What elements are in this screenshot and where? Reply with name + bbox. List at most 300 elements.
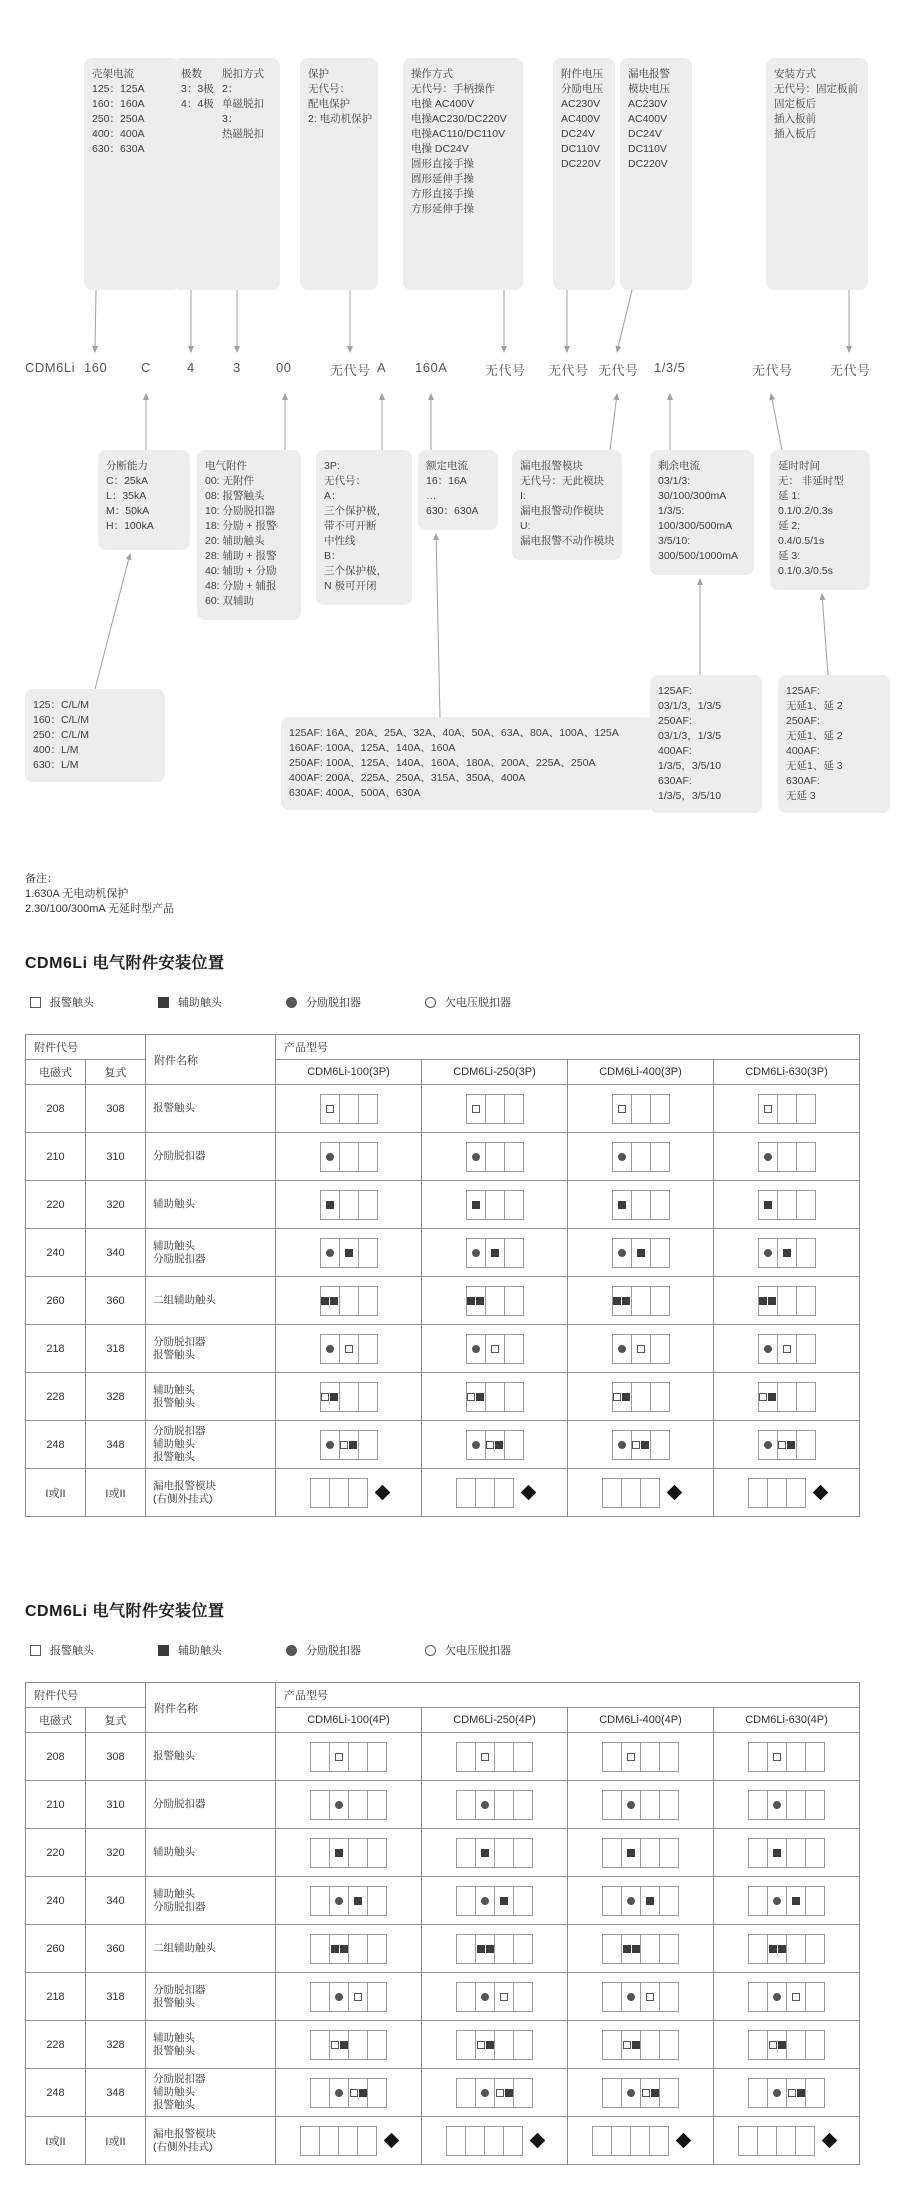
pole-cell	[456, 1838, 476, 1868]
cell-install-position	[714, 1781, 860, 1829]
alarm-contact-icon	[331, 2041, 339, 2049]
box-line: 无代号：	[308, 83, 350, 95]
name-line: (右侧外挂式)	[153, 1492, 213, 1505]
pole-cell	[612, 1142, 632, 1172]
cell-code-electromagnetic: 240	[26, 1229, 86, 1277]
box-line: 3：	[222, 113, 239, 125]
alarm-contact-icon	[30, 997, 41, 1008]
box-line: 3：3极	[181, 83, 214, 95]
auxiliary-contact-icon	[778, 2041, 786, 2049]
accessory-voltage-box	[553, 58, 615, 290]
auxiliary-contact-icon	[632, 2041, 640, 2049]
box-line: 20: 辅助触头	[205, 535, 265, 547]
code-segment-neutral-config: A	[377, 360, 387, 375]
pole-cell	[631, 1286, 651, 1316]
cell-accessory-name	[146, 1925, 276, 1973]
shunt-release-icon	[618, 1441, 626, 1449]
cell-code-composite: 320	[86, 1829, 146, 1877]
auxiliary-contact-icon	[778, 1945, 786, 1953]
pole-cell	[358, 1190, 378, 1220]
pole-grid	[602, 2078, 679, 2108]
pole-grid	[748, 1742, 825, 1772]
pole-cell	[767, 1790, 787, 1820]
pole-grid	[466, 1430, 524, 1460]
pole-grid	[456, 1886, 533, 1916]
code-segment-accessory-voltage: 无代号	[548, 363, 589, 378]
col-header-accessory-code: 附件代号	[26, 1683, 146, 1708]
cell-install-position	[276, 1829, 422, 1877]
pole-cell	[494, 1790, 514, 1820]
alarm-contact-icon	[335, 1753, 343, 1761]
pole-cell	[805, 1982, 825, 2012]
pole-cell	[786, 1478, 806, 1508]
box-line: 漏电报警不动作模块	[520, 535, 615, 547]
box-line: 00: 无附件	[205, 475, 255, 487]
legend-4p	[30, 1642, 511, 1658]
box-line: 极数	[181, 68, 202, 80]
pole-cell	[786, 1934, 806, 1964]
box-line: 插入板前	[774, 113, 816, 125]
auxiliary-contact-icon	[622, 1393, 630, 1401]
cell-code-electromagnetic: 208	[26, 1085, 86, 1133]
cell-install-position	[276, 1469, 422, 1517]
cell-install-position	[568, 1877, 714, 1925]
cell-code-composite: 340	[86, 1877, 146, 1925]
cell-install-position	[422, 1469, 568, 1517]
pole-cell	[310, 2078, 330, 2108]
cell-install-position	[568, 1325, 714, 1373]
box-line: H：100kA	[106, 520, 154, 532]
box-line: I:	[520, 490, 526, 502]
table-row	[26, 1877, 860, 1925]
box-line: 630AF:	[658, 775, 692, 787]
pole-cell	[320, 1382, 340, 1412]
pole-cell	[475, 1742, 495, 1772]
name-line: 辅助触头	[153, 1887, 195, 1900]
pole-cell	[612, 1334, 632, 1364]
cell-install-position	[568, 1925, 714, 1973]
pole-grid	[748, 1982, 825, 2012]
pole-cell	[329, 2030, 349, 2060]
pole-grid	[602, 1790, 679, 1820]
pole-grid	[602, 1478, 660, 1508]
box-line: 400：400A	[92, 128, 145, 140]
shunt-release-icon	[326, 1345, 334, 1353]
cell-install-position	[568, 1277, 714, 1325]
box-line: DC24V	[628, 128, 662, 140]
auxiliary-contact-icon	[623, 1945, 631, 1953]
cell-install-position	[568, 1133, 714, 1181]
residual-current-box	[650, 450, 754, 575]
pole-cell	[475, 1886, 495, 1916]
box-line: 125：125A	[92, 83, 145, 95]
auxiliary-contact-icon	[340, 2041, 348, 2049]
pole-grid	[758, 1142, 816, 1172]
pole-cell	[631, 1190, 651, 1220]
pole-cell	[631, 1430, 651, 1460]
pole-cell	[786, 2078, 806, 2108]
cell-code-electromagnetic: 240	[26, 1877, 86, 1925]
pole-grid	[456, 1934, 533, 1964]
table-row	[26, 1829, 860, 1877]
pole-cell	[485, 1334, 505, 1364]
pole-cell	[475, 1478, 495, 1508]
pole-cell	[485, 1430, 505, 1460]
box-line: 0.1/0.2/0.3s	[778, 505, 833, 517]
box-line: 圆形延伸手操	[411, 173, 474, 185]
cell-install-position	[422, 2021, 568, 2069]
box-line: 单磁脱扣	[222, 98, 264, 110]
cell-install-position	[568, 2117, 714, 2165]
pole-cell	[805, 2078, 825, 2108]
frame-breaking-map-box	[25, 689, 165, 782]
cell-accessory-name	[146, 1829, 276, 1877]
pole-grid	[602, 1886, 679, 1916]
pole-cell	[621, 2078, 641, 2108]
pole-cell	[513, 1886, 533, 1916]
col-header-code-type: 电磁式	[26, 1060, 86, 1085]
cell-install-position	[568, 2069, 714, 2117]
pole-cell	[513, 1790, 533, 1820]
box-line: 4：4极	[181, 98, 214, 110]
cell-install-position	[276, 1781, 422, 1829]
shunt-release-icon	[764, 1153, 772, 1161]
box-line: 脱扣方式	[222, 68, 264, 80]
name-line: 辅助触头	[153, 1438, 195, 1450]
alarm-contact-icon	[350, 2089, 358, 2097]
box-line: 2: 电动机保护	[308, 113, 373, 125]
pole-grid	[310, 1742, 387, 1772]
name-line: 漏电报警模块	[153, 2127, 216, 2140]
alarm-contact-icon	[788, 2089, 796, 2097]
pole-cell	[621, 1790, 641, 1820]
table-body	[26, 1085, 860, 1517]
alarm-contact-icon	[778, 1441, 786, 1449]
pole-cell	[358, 1382, 378, 1412]
pole-grid	[456, 1790, 533, 1820]
pole-cell	[339, 1094, 359, 1124]
auxiliary-contact-icon	[330, 1297, 338, 1305]
pole-grid	[612, 1238, 670, 1268]
pole-cell	[767, 1838, 787, 1868]
shunt-release-icon	[481, 1801, 489, 1809]
pole-grid	[466, 1382, 524, 1412]
alarm-contact-icon	[345, 1345, 353, 1353]
pole-cell	[758, 1430, 778, 1460]
pole-cell	[300, 2126, 320, 2156]
pole-grid	[456, 1838, 533, 1868]
box-line: U:	[520, 520, 531, 532]
pole-cell	[777, 1094, 797, 1124]
pole-cell	[767, 2030, 787, 2060]
pole-cell	[310, 1886, 330, 1916]
name-line: 报警触头	[153, 1750, 195, 1762]
cell-code-electromagnetic: 260	[26, 1277, 86, 1325]
pole-cell	[612, 1190, 632, 1220]
box-line: 250：C/L/M	[33, 729, 90, 741]
auxiliary-contact-icon	[330, 1393, 338, 1401]
box-line: 0.4/0.5/1s	[778, 535, 825, 547]
pole-cell	[329, 1742, 349, 1772]
pole-cell	[485, 1142, 505, 1172]
box-line: 中性线	[324, 535, 356, 547]
box-line: 无代号：手柄操作	[411, 83, 495, 95]
col-header-product: 产品型号	[276, 1683, 860, 1708]
box-line: DC220V	[628, 158, 668, 170]
pole-cell	[494, 2030, 514, 2060]
pole-cell	[796, 1142, 816, 1172]
pole-cell	[612, 1286, 632, 1316]
pole-cell	[748, 1934, 768, 1964]
box-line: 电操 AC400V	[411, 98, 475, 110]
cell-code-composite: I或II	[86, 1469, 146, 1517]
alarm-contact-icon	[496, 2089, 504, 2097]
box-line: 圆形直接手操	[411, 158, 474, 170]
pole-cell	[338, 2126, 358, 2156]
code-segment-leakage-module: 无代号	[598, 363, 639, 378]
external-module-diamond-icon	[666, 1485, 682, 1501]
cell-install-position	[422, 1829, 568, 1877]
pole-cell	[310, 1982, 330, 2012]
protection-box	[300, 58, 378, 290]
pole-grid	[320, 1382, 378, 1412]
pole-cell	[310, 1934, 330, 1964]
connector-line	[617, 290, 632, 352]
pole-grid	[758, 1430, 816, 1460]
pole-cell	[777, 1430, 797, 1460]
pole-cell	[758, 1094, 778, 1124]
box-line: DC110V	[561, 143, 600, 155]
pole-grid	[310, 2030, 387, 2060]
pole-grid	[320, 1334, 378, 1364]
pole-cell	[659, 1982, 679, 2012]
pole-cell	[358, 1334, 378, 1364]
cell-install-position	[276, 1181, 422, 1229]
cell-code-electromagnetic: 220	[26, 1181, 86, 1229]
box-line: 方形延伸手操	[411, 203, 474, 215]
pole-cell	[358, 1094, 378, 1124]
auxiliary-contact-icon	[637, 1249, 645, 1257]
alarm-contact-icon	[792, 1993, 800, 2001]
box-line: 延 2:	[778, 520, 801, 532]
pole-grid	[320, 1142, 378, 1172]
cell-code-electromagnetic: 248	[26, 2069, 86, 2117]
cell-install-position	[422, 2117, 568, 2165]
table-body	[26, 1733, 860, 2165]
box-line: 125AF:	[658, 685, 692, 697]
box-line: 125：C/L/M	[33, 699, 90, 711]
trip-mode-box	[214, 58, 280, 290]
pole-grid	[466, 1286, 524, 1316]
auxiliary-contact-icon	[787, 1441, 795, 1449]
table-row	[26, 1133, 860, 1181]
cell-code-electromagnetic: 228	[26, 1373, 86, 1421]
shunt-release-icon	[481, 2089, 489, 2097]
pole-cell	[339, 1334, 359, 1364]
pole-cell	[621, 1838, 641, 1868]
code-segment-trip-mode: 3	[233, 360, 241, 375]
pole-grid	[320, 1430, 378, 1460]
pole-grid	[310, 1478, 368, 1508]
auxiliary-contact-icon	[486, 2041, 494, 2049]
pole-grid	[748, 1790, 825, 1820]
external-module-diamond-icon	[822, 2133, 838, 2149]
box-line: 漏电报警	[628, 68, 670, 80]
auxiliary-contact-icon	[641, 1441, 649, 1449]
pole-cell	[748, 1478, 768, 1508]
box-line: 保护	[308, 68, 329, 80]
legend-label: 分励脱扣器	[306, 997, 361, 1009]
pole-cell	[602, 1982, 622, 2012]
auxiliary-contact-icon	[792, 1897, 800, 1905]
legend-item	[286, 994, 361, 1010]
pole-cell	[504, 1142, 524, 1172]
cell-accessory-name	[146, 1325, 276, 1373]
table-row	[26, 1733, 860, 1781]
col-header-model: CDM6Li-630(4P)	[714, 1708, 860, 1733]
alarm-contact-icon	[642, 2089, 650, 2097]
cell-install-position	[422, 1781, 568, 1829]
pole-grid	[748, 1838, 825, 1868]
name-line: 分励脱扣器	[153, 1425, 206, 1437]
cell-accessory-name	[146, 1133, 276, 1181]
cell-install-position	[568, 1781, 714, 1829]
pole-cell	[494, 1478, 514, 1508]
legend-label: 辅助触头	[178, 997, 222, 1009]
cell-install-position	[714, 1133, 860, 1181]
pole-grid	[592, 2126, 669, 2156]
pole-grid	[446, 2126, 523, 2156]
cell-install-position	[276, 1085, 422, 1133]
pole-cell	[640, 1886, 660, 1916]
pole-grid	[748, 1478, 806, 1508]
box-line: 250AF:	[786, 715, 820, 727]
pole-cell	[612, 1094, 632, 1124]
pole-grid	[602, 1742, 679, 1772]
shunt-release-icon	[627, 1801, 635, 1809]
shunt-release-icon	[335, 1897, 343, 1905]
pole-cell	[329, 1838, 349, 1868]
cell-accessory-name	[146, 1973, 276, 2021]
pole-grid	[748, 2030, 825, 2060]
pole-cell	[348, 1838, 368, 1868]
pole-grid	[602, 1982, 679, 2012]
pole-grid	[456, 1982, 533, 2012]
auxiliary-contact-icon	[326, 1201, 334, 1209]
auxiliary-contact-icon	[491, 1249, 499, 1257]
cell-accessory-name	[146, 1229, 276, 1277]
pole-cell	[805, 1790, 825, 1820]
name-line: 报警触头	[153, 1396, 195, 1409]
box-line: 3P:	[324, 460, 340, 472]
alarm-contact-icon	[486, 1441, 494, 1449]
pole-cell	[319, 2126, 339, 2156]
name-line: 报警触头	[153, 2044, 195, 2057]
pole-cell	[466, 1382, 486, 1412]
box-line: 电操 DC24V	[411, 143, 469, 155]
col-header-model: CDM6Li-630(3P)	[714, 1060, 860, 1085]
box-line: 160：160A	[92, 98, 145, 110]
cell-install-position	[714, 1421, 860, 1469]
box-line: 剩余电流	[658, 460, 700, 472]
auxiliary-contact-icon	[472, 1201, 480, 1209]
pole-cell	[485, 1190, 505, 1220]
pole-cell	[602, 2078, 622, 2108]
cell-code-composite: 308	[86, 1733, 146, 1781]
code-segment-protection: 无代号	[330, 363, 371, 378]
legend-item	[30, 994, 94, 1010]
box-line: 电操AC110/DC110V	[411, 128, 506, 140]
pole-cell	[357, 2126, 377, 2156]
cell-install-position	[422, 1877, 568, 1925]
pole-cell	[367, 1838, 387, 1868]
pole-grid	[758, 1238, 816, 1268]
box-line: 无延1、延 3	[786, 760, 843, 772]
cell-accessory-name	[146, 1277, 276, 1325]
section-title-3p: CDM6Li 电气附件安装位置	[25, 955, 225, 972]
pole-cell	[475, 2030, 495, 2060]
pole-cell	[650, 1382, 670, 1412]
mounting-box	[766, 58, 868, 290]
pole-grid	[310, 1934, 387, 1964]
col-header-model: CDM6Li-400(3P)	[568, 1060, 714, 1085]
pole-cell	[367, 1982, 387, 2012]
pole-cell	[348, 1742, 368, 1772]
breaking-capacity-box	[98, 450, 190, 550]
table-row	[26, 2117, 860, 2165]
box-line: 配电保护	[308, 98, 350, 110]
code-segment-series: CDM6Li	[25, 360, 75, 375]
pole-cell	[767, 1742, 787, 1772]
pole-cell	[602, 1742, 622, 1772]
box-line: DC110V	[628, 143, 667, 155]
shunt-release-icon	[627, 1993, 635, 2001]
pole-cell	[640, 1934, 660, 1964]
pole-cell	[456, 1934, 476, 1964]
pole-cell	[738, 2126, 758, 2156]
cell-code-electromagnetic: 218	[26, 1973, 86, 2021]
pole-cell	[367, 1934, 387, 1964]
pole-cell	[796, 1430, 816, 1460]
shunt-release-icon	[618, 1153, 626, 1161]
name-line: 报警触头	[153, 1996, 195, 2009]
pole-grid	[310, 2078, 387, 2108]
cell-code-electromagnetic: 210	[26, 1133, 86, 1181]
code-segment-operation: 无代号	[485, 363, 526, 378]
name-line: 辅助触头	[153, 1198, 195, 1210]
cell-install-position	[276, 1877, 422, 1925]
pole-cell	[592, 2126, 612, 2156]
connector-line	[436, 534, 440, 717]
pole-cell	[339, 1430, 359, 1460]
box-line: 100/300/500mA	[658, 520, 733, 532]
auxiliary-contact-icon	[331, 1945, 339, 1953]
pole-cell	[805, 2030, 825, 2060]
table-row	[26, 1973, 860, 2021]
pole-grid	[612, 1430, 670, 1460]
pole-cell	[475, 1934, 495, 1964]
pole-cell	[602, 1790, 622, 1820]
auxiliary-contact-icon	[651, 2089, 659, 2097]
box-line: 400AF:	[658, 745, 692, 757]
alarm-contact-icon	[477, 2041, 485, 2049]
pole-cell	[348, 1886, 368, 1916]
pole-cell	[320, 1142, 340, 1172]
pole-cell	[786, 2030, 806, 2060]
pole-grid	[748, 1934, 825, 1964]
pole-cell	[513, 2078, 533, 2108]
box-line: 630：L/M	[33, 759, 79, 771]
